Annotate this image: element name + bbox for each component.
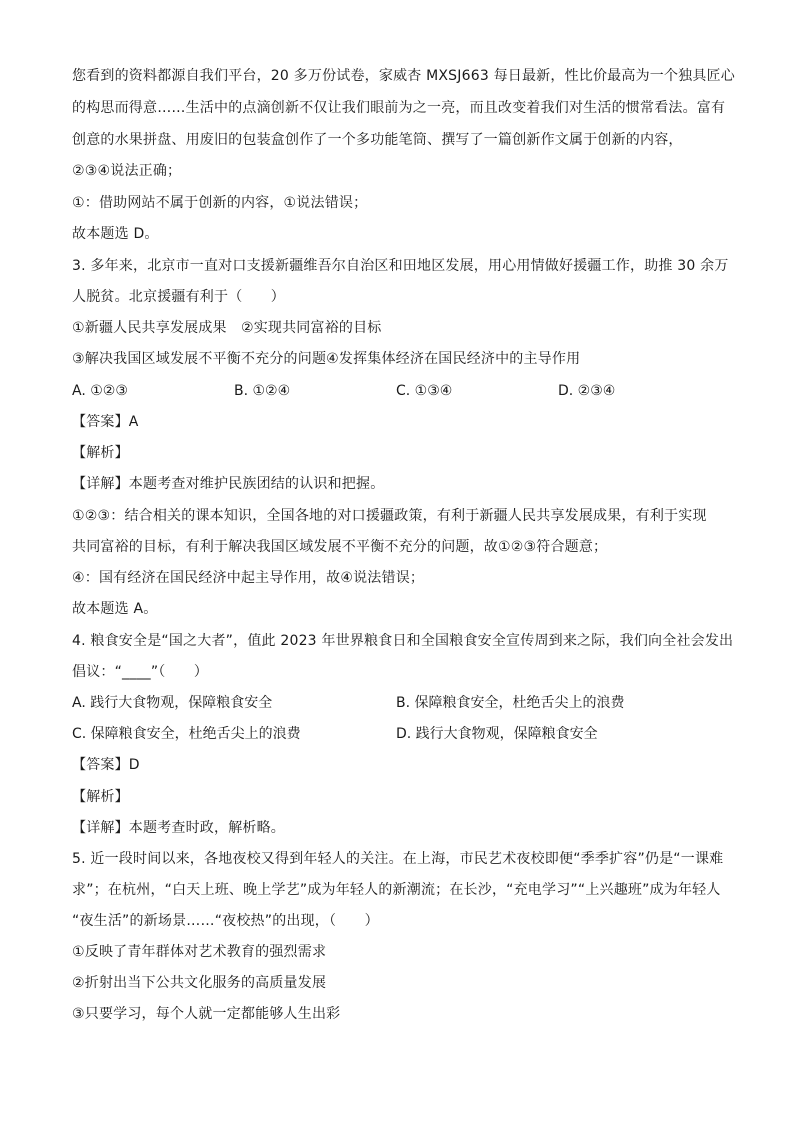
question-3-conclusion: 故本题选 A。 xyxy=(72,601,158,617)
paragraph-line: 故本题选 D。 xyxy=(72,226,159,242)
question-3-explanation: ④：国有经济在国民经济中起主导作用，故④说法错误； xyxy=(72,570,425,586)
question-3-option-b: B. ①②④ xyxy=(234,383,291,399)
question-3-item: ①新疆人民共享发展成果 ②实现共同富裕的目标 xyxy=(72,320,382,336)
question-3-answer: 【答案】A xyxy=(72,414,139,430)
question-4-option-b: B. 保障粮食安全，杜绝舌尖上的浪费 xyxy=(396,695,625,711)
question-3-detail: 【详解】本题考查对维护民族团结的认识和把握。 xyxy=(72,476,385,492)
paragraph-line: ①：借助网站不属于创新的内容，①说法错误； xyxy=(72,195,368,211)
question-4-option-d: D. 践行大食物观，保障粮食安全 xyxy=(396,726,598,742)
paragraph-line: 您看到的资料都源自我们平台，20 多万份试卷，家威杏 MXSJ663 每日最新，性比价最高为一个独具匠心 xyxy=(72,68,735,84)
question-3-item: ③解决我国区域发展不平衡不充分的问题④发挥集体经济在国民经济中的主导作用 xyxy=(72,351,581,367)
question-5-stem: “夜生活”的新场景……“夜校热”的出现，（ ） xyxy=(72,913,379,929)
question-3-option-d: D. ②③④ xyxy=(558,383,616,399)
question-4-analysis-label: 【解析】 xyxy=(72,789,129,805)
question-3-stem: 人脱贫。北京援疆有利于（ ） xyxy=(72,289,285,305)
question-4-stem: 4. 粮食安全是“国之大者”，值此 2023 年世界粮食日和全国粮食安全宣传周到来之际，我们向全社会发出 xyxy=(72,633,734,649)
question-5-item: ②折射出当下公共文化服务的高质量发展 xyxy=(72,975,327,991)
question-3-option-a: A. ①②③ xyxy=(72,383,128,399)
question-5-item: ①反映了青年群体对艺术教育的强烈需求 xyxy=(72,944,327,960)
paragraph-line: 的构思而得意……生活中的点滴创新不仅让我们眼前为之一亮，而且改变着我们对生活的惯常看法。富有 xyxy=(72,100,726,116)
question-4-detail: 【详解】本题考查时政，解析略。 xyxy=(72,820,285,836)
question-3-explanation: ①②③：结合相关的课本知识，全国各地的对口援疆政策，有利于新疆人民共享发展成果，有利于实现 xyxy=(72,508,707,524)
question-5-item: ③只要学习，每个人就一定都能够人生出彩 xyxy=(72,1006,341,1022)
question-4-answer: 【答案】D xyxy=(72,757,140,773)
question-4-option-a: A. 践行大食物观，保障粮食安全 xyxy=(72,695,273,711)
question-3-stem: 3. 多年来，北京市一直对口支援新疆维吾尔自治区和田地区发展，用心用情做好援疆工作，助推 30 余万 xyxy=(72,258,729,274)
paragraph-line: 创意的水果拼盘、用废旧的包装盒创作了一个多功能笔筒、撰写了一篇创新作文属于创新的内容， xyxy=(72,132,683,148)
question-5-stem: 求”；在杭州，“白天上班、晚上学艺”成为年轻人的新潮流；在长沙，“充电学习”“上兴趣班”成为年轻人 xyxy=(72,882,721,898)
question-3-option-c: C. ①③④ xyxy=(396,383,453,399)
question-5-stem: 5. 近一段时间以来，各地夜校又得到年轻人的关注。在上海，市民艺术夜校即便“季季扩容”仍是“一课难 xyxy=(72,851,724,867)
question-4-option-c: C. 保障粮食安全，杜绝舌尖上的浪费 xyxy=(72,726,301,742)
question-3-explanation: 共同富裕的目标，有利于解决我国区域发展不平衡不充分的问题，故①②③符合题意； xyxy=(72,539,608,555)
question-4-stem: 倡议：“____”（ ） xyxy=(72,664,209,680)
paragraph-line: ②③④说法正确； xyxy=(72,163,182,179)
question-3-analysis-label: 【解析】 xyxy=(72,445,129,461)
